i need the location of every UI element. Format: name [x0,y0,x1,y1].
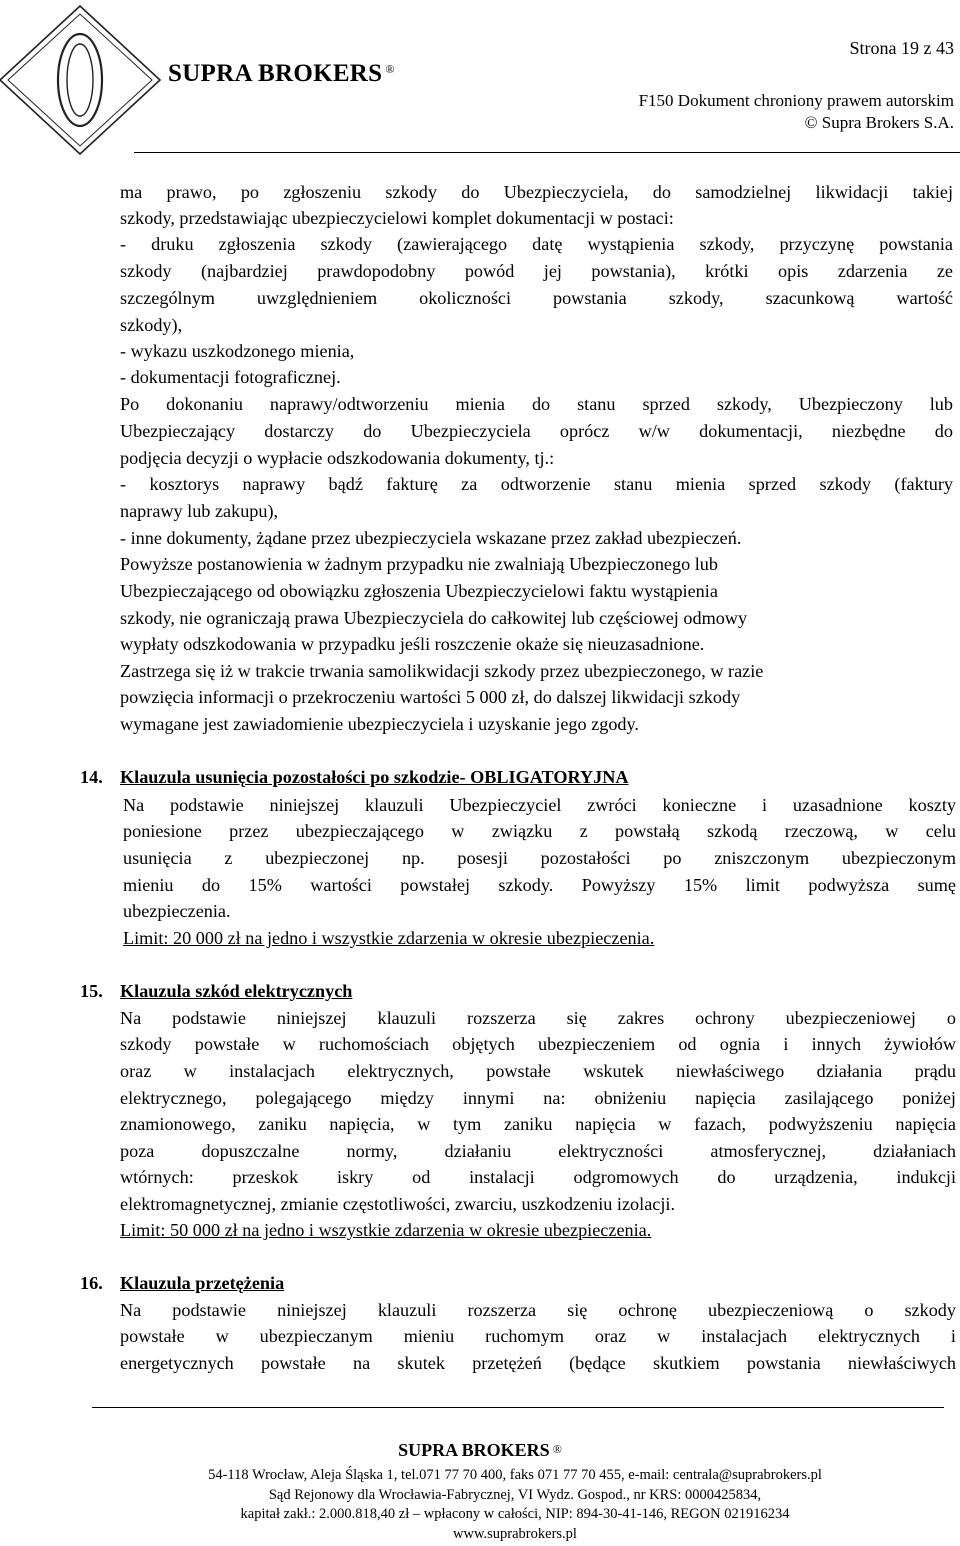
text-line: energetycznych powstałe na skutek przetężeń (będące skutkiem powstania niewłaściwych [120,1353,956,1373]
text-line: wypłaty odszkodowania w przypadku jeśli roszczenie okaże się nieuzasadnione. [120,634,705,654]
footer-address: 54-118 Wrocław, Aleja Śląska 1, tel.071 77 70 400, faks 071 77 70 455, e-mail: centrala@suprabrokers.pl [208,1467,822,1483]
text-line: - druku zgłoszenia szkody (zawierającego datę wystąpienia szkody, przyczynę powstania [120,234,953,254]
limit-note: Limit: 50 000 zł na jedno i wszystkie zdarzenia w okresie ubezpieczenia. [120,1220,652,1240]
doc-notice-line2: © Supra Brokers S.A. [804,113,954,132]
page-number: Strona 19 z 43 [849,38,954,58]
text-line: wymagane jest zawiadomienie ubezpieczyciela i uzyskanie jego zgody. [120,714,639,734]
text-line: - inne dokumenty, żądane przez ubezpieczyciela wskazane przez zakład ubezpieczeń. [120,528,742,548]
copyright-notice [639,90,954,134]
section-number: 16. [80,1273,103,1293]
text-line: Powyższe postanowienia w żadnym przypadku nie zwalniają Ubezpieczonego lub [120,554,718,574]
text-line: - wykazu uszkodzonego mienia, [120,341,355,361]
header-divider [134,152,960,153]
doc-notice-line1: F150 Dokument chroniony prawem autorskim [638,91,954,110]
text-line: ubezpieczenia. [123,901,231,921]
section-title: Klauzula szkód elektrycznych [120,981,353,1001]
supra-brokers-logo [0,0,176,160]
text-line: Na podstawie niniejszej klauzuli rozszerza się ochronę ubezpieczeniową o szkody [120,1300,956,1320]
text-line: - kosztorys naprawy bądź fakturę za odtworzenie stanu mienia sprzed szkody (faktury [120,474,953,494]
text-line: szkody), [120,315,183,335]
text-line: mieniu do 15% wartości powstałej szkody. Powyższy 15% limit podwyższa sumę [123,875,956,895]
footer-brand: SUPRA BROKERS ® [398,1440,562,1460]
text-line: znamionowego, zaniku napięcia, w tym zaniku napięcia w fazach, podwyższeniu napięcia [120,1114,956,1134]
text-line: Zastrzega się iż w trakcie trwania samolikwidacji szkody przez ubezpieczonego, w razie [120,661,764,681]
text-line: szkody (najbardziej prawdopodobny powód jej powstania), krótki opis zdarzenia ze [120,261,953,281]
text-line: usunięcia z ubezpieczonej np. posesji pozostałości po zniszczonym ubezpieczonym [123,848,956,868]
text-line: Na podstawie niniejszej klauzuli rozszerza się zakres ochrony ubezpieczeniowej o [120,1008,956,1028]
text-line: elektrycznego, polegającego między innymi na: obniżeniu napięcia zasilającego poniżej [120,1088,956,1108]
section-number: 15. [80,981,103,1001]
text-line: Ubezpieczającego od obowiązku zgłoszenia Ubezpieczycielowi faktu wystąpienia [120,581,718,601]
text-line: - dokumentacji fotograficznej. [120,367,341,387]
footer-divider [92,1407,944,1408]
text-line: naprawy lub zakupu), [120,501,279,521]
text-line: powstałe w ubezpieczanym mieniu ruchomym oraz w instalacjach elektrycznych i [120,1326,956,1346]
text-line: poniesione przez ubezpieczającego w związku z powstałą szkodą rzeczową, w celu [123,821,956,841]
text-line: Po dokonaniu naprawy/odtworzeniu mienia do stanu sprzed szkody, Ubezpieczony lub [120,394,953,414]
text-line: ma prawo, po zgłoszeniu szkody do Ubezpieczyciela, do samodzielnej likwidacji takiej [120,182,953,202]
text-line: szkody, nie ograniczają prawa Ubezpieczyciela do całkowitej lub częściowej odmowy [120,608,748,628]
limit-note: Limit: 20 000 zł na jedno i wszystkie zdarzenia w okresie ubezpieczenia. [123,928,655,948]
text-line: Na podstawie niniejszej klauzuli Ubezpieczyciel zwróci konieczne i uzasadnione koszty [123,795,956,815]
header-brand: SUPRA BROKERS ® [168,60,395,87]
text-line: szkody, przedstawiając ubezpieczycielowi komplet dokumentacji w postaci: [120,208,674,228]
text-line: powzięcia informacji o przekroczeniu wartości 5 000 zł, do dalszej likwidacji szkody [120,687,741,707]
footer-website: www.suprabrokers.pl [453,1526,577,1542]
text-line: oraz w instalacjach elektrycznych, powstałe wskutek niewłaściwego działania prądu [120,1061,956,1081]
text-line: wtórnych: przeskok iskry od instalacji odgromowych do urządzenia, indukcji [120,1167,956,1187]
footer-capital-info: kapitał zakł.: 2.000.818,40 zł – wpłacony w całości, NIP: 894-30-41-146, REGON 021916234 [240,1506,790,1522]
text-line: podjęcia decyzji o wypłacie odszkodowania dokumenty, tj.: [120,448,555,468]
section-title: Klauzula przetężenia [120,1273,285,1293]
text-line: Ubezpieczający dostarczy do Ubezpieczyciela oprócz w/w dokumentacji, niezbędne do [120,421,953,441]
text-line: poza dopuszczalne normy, działaniu elektryczności atmosferycznej, działaniach [120,1141,956,1161]
text-line: szkody powstałe w ruchomościach objętych ubezpieczeniem od ognia i innych żywiołów [120,1034,956,1054]
text-line: elektromagnetycznej, zmianie częstotliwości, zwarciu, uszkodzeniu izolacji. [120,1194,675,1214]
section-number: 14. [80,767,103,787]
footer-court-registry: Sąd Rejonowy dla Wrocławia-Fabrycznej, VI Wydz. Gospod., nr KRS: 0000425834, [268,1487,762,1503]
section-title: Klauzula usunięcia pozostałości po szkodzie- OBLIGATORYJNA [120,767,629,787]
text-line: szczególnym uwzględnieniem okoliczności powstania szkody, szacunkową wartość [120,288,953,308]
